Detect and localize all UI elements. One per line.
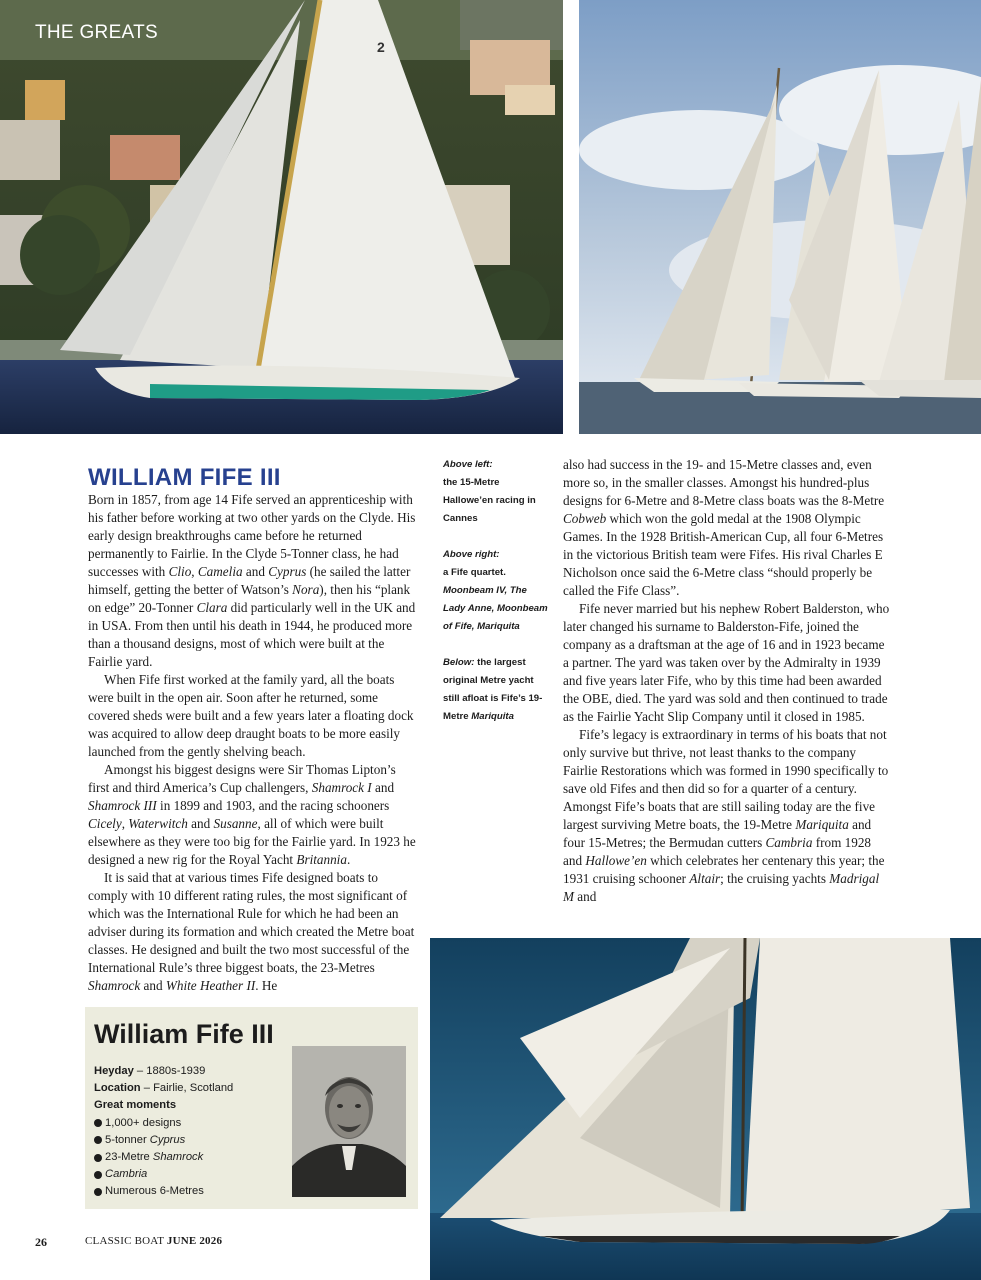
- body-text: did particularly well in the UK and in USA. From then until his death in 1944, he produced more than a thousand designs, most of which were built at the Fairlie yard.: [88, 600, 416, 669]
- bullet-icon: [94, 1171, 102, 1179]
- body-text: Born in 1857, from age 14 Fife served an apprenticeship with his father before working at two other yards on the Clyde. His early design breakthroughs came before he returned permanently to Fairlie. In the Clyde 5-Tonner class, he had successes with: [88, 492, 416, 579]
- great-moment-italic: Cambria: [105, 1168, 148, 1181]
- fact-great-moments-list: [94, 1115, 294, 1201]
- body-text: It is said that at various times Fife designed boats to comply with 10 different rating rules, the most significant of which was the International Rule for which he had been an adviser during its formation and which created the Metre boat classes. He designed and built the two most successful of the International Rule’s three biggest boats, the 23-Metres: [88, 870, 415, 975]
- caption-below: Below: the largest original Metre yacht still afloat is Fife’s 19-Metre Mariquita: [443, 657, 543, 722]
- paragraph: [88, 671, 420, 761]
- italic-text: Britannia: [296, 852, 347, 867]
- photo-halloween-cannes: [0, 0, 563, 434]
- body-text: ), then his “plank on edge” 20-Tonner: [88, 582, 411, 615]
- body-text: Fife never married but his nephew Robert Balderston, who later changed his surname to Balderston-Fife, joined the company as a draftsman at the age of 16 and in 1923 became a partner. The yard was taken over by the Admiralty in 1939 and five years later Fife, who by this time had been awarded the OBE, died. The yard was sold and then continued to trade as the Fairlie Yacht Slip Company until it closed in 1985.: [563, 601, 890, 724]
- body-text: which celebrates her centenary this year; the 1931 cruising schooner: [563, 853, 885, 886]
- paragraph: [563, 600, 893, 726]
- italic-text: Cambria: [765, 835, 813, 850]
- photo-captions: [443, 456, 548, 744]
- paragraph: [563, 726, 893, 906]
- great-moment-item: [94, 1132, 294, 1149]
- paragraph: [88, 761, 420, 869]
- article-column-1: [88, 491, 420, 995]
- body-text: and: [242, 564, 269, 579]
- body-text: .: [346, 852, 351, 867]
- italic-text: Susanne: [213, 816, 258, 831]
- fact-box-title: William Fife III: [94, 1019, 274, 1049]
- italic-text: Waterwitch: [128, 816, 188, 831]
- caption-above-left: Above left: the 15-Metre Hallowe’en racing in Cannes: [443, 459, 536, 524]
- william-fife-portrait: [292, 1046, 406, 1197]
- section-tag: THE GREATS: [35, 22, 158, 43]
- great-moment-item: [94, 1166, 294, 1183]
- caption-above-right: Above right: a Fife quartet. Moonbeam IV, The Lady Anne, Moonbeam of Fife, Mariquita: [443, 549, 548, 632]
- great-moment-italic: Shamrock: [152, 1151, 204, 1164]
- body-text: ,: [191, 564, 198, 579]
- body-text: which won the gold medal at the 1908 Olympic Games. In the 1928 British-American Cup, all four 6-Metres in the victorious British team were Fifes. His rival Charles E Nicholson once said the 6-Metre class “should properly be called the Fife Class”.: [563, 511, 884, 598]
- body-text: and: [140, 978, 166, 993]
- great-moment-text: 5-tonner: [105, 1133, 150, 1146]
- great-moment-text: 23-Metre: [105, 1151, 153, 1164]
- paragraph: [88, 491, 420, 671]
- body-text: ,: [121, 816, 129, 831]
- body-text: ; the cruising yachts: [720, 871, 830, 886]
- body-text: and: [574, 889, 597, 904]
- bullet-icon: [94, 1188, 102, 1196]
- paragraph: [88, 869, 420, 995]
- italic-text: Clio: [168, 564, 192, 579]
- body-text: from 1928 and: [563, 835, 872, 868]
- body-text: (he sailed the latter himself, getting the better of Watson’s: [88, 564, 411, 597]
- body-text: When Fife first worked at the family yard, all the boats were built in the open air. Soon after he returned, some covered sheds were built and a few years later a floating dock was acquired to allow deep draught boats to be more easily launched from the gently shelving beach.: [88, 672, 414, 759]
- italic-text: Shamrock: [88, 978, 141, 993]
- photo-mariquita: [430, 938, 981, 1280]
- body-text: , all of which were built elsewhere as they were too big for the Fairlie yard. In 1923 he designed a new rig for the Royal Yacht: [88, 816, 416, 867]
- great-moment-item: [94, 1183, 294, 1200]
- italic-text: Nora: [292, 582, 320, 597]
- bullet-icon: [94, 1136, 102, 1144]
- italic-text: Camelia: [197, 564, 243, 579]
- body-text: and: [371, 780, 395, 795]
- italic-text: Clara: [196, 600, 228, 615]
- italic-text: Altair: [689, 871, 721, 886]
- fact-great-moments-heading: Great moments: [94, 1099, 177, 1112]
- bullet-icon: [94, 1154, 102, 1162]
- great-moment-text: 1,000+ designs: [105, 1116, 182, 1129]
- body-text: Amongst his biggest designs were Sir Thomas Lipton’s first and third America’s Cup challengers,: [88, 762, 396, 795]
- body-text: in 1899 and 1903, and the racing schooners: [156, 798, 390, 813]
- body-text: . He: [255, 978, 278, 993]
- page-number: 26: [35, 1235, 47, 1249]
- magazine-folio: CLASSIC BOAT JUNE 2026: [85, 1235, 223, 1247]
- fact-box: [85, 1007, 418, 1209]
- paragraph: [563, 456, 893, 600]
- italic-text: Mariquita: [795, 817, 849, 832]
- photo-fife-quartet: [579, 0, 981, 434]
- great-moment-italic: Cyprus: [149, 1133, 186, 1146]
- body-text: Fife’s legacy is extraordinary in terms of his boats that not only survive but thrive, not least thanks to the company Fairlie Restorations which was formed in 1990 specifically to save old Fifes and then did so for a quarter of a century. Amongst Fife’s boats that are still sailing today are the five largest surviving Metre boats, the 19-Metre: [563, 727, 889, 832]
- italic-text: Shamrock I: [311, 780, 372, 795]
- body-text: and four 15-Metres; the Bermudan cutters: [563, 817, 872, 850]
- italic-text: Cicely: [88, 816, 122, 831]
- article-column-3: [563, 456, 893, 906]
- fact-box-list: [94, 1063, 294, 1201]
- svg-text:2: 2: [377, 39, 385, 55]
- italic-text: Cobweb: [563, 511, 607, 526]
- italic-text: Madrigal M: [563, 871, 880, 904]
- fact-heyday: Heyday – 1880s-1939: [94, 1065, 206, 1077]
- great-moment-item: [94, 1149, 294, 1166]
- italic-text: Cyprus: [268, 564, 307, 579]
- italic-text: White Heather II: [165, 978, 256, 993]
- bullet-icon: [94, 1119, 102, 1127]
- fact-location: Location – Fairlie, Scotland: [94, 1082, 234, 1095]
- italic-text: Shamrock III: [88, 798, 157, 813]
- body-text: and: [187, 816, 214, 831]
- great-moment-item: [94, 1115, 294, 1132]
- article-title: WILLIAM FIFE III: [88, 464, 281, 491]
- body-text: also had success in the 19- and 15-Metre classes and, even more so, in the smaller classes. Amongst his hundred-plus designs for 6-Metre and 8-Metre class boats was the 8-Metre: [563, 457, 885, 508]
- italic-text: Hallowe’en: [585, 853, 647, 868]
- great-moment-text: Numerous 6-Metres: [105, 1185, 204, 1198]
